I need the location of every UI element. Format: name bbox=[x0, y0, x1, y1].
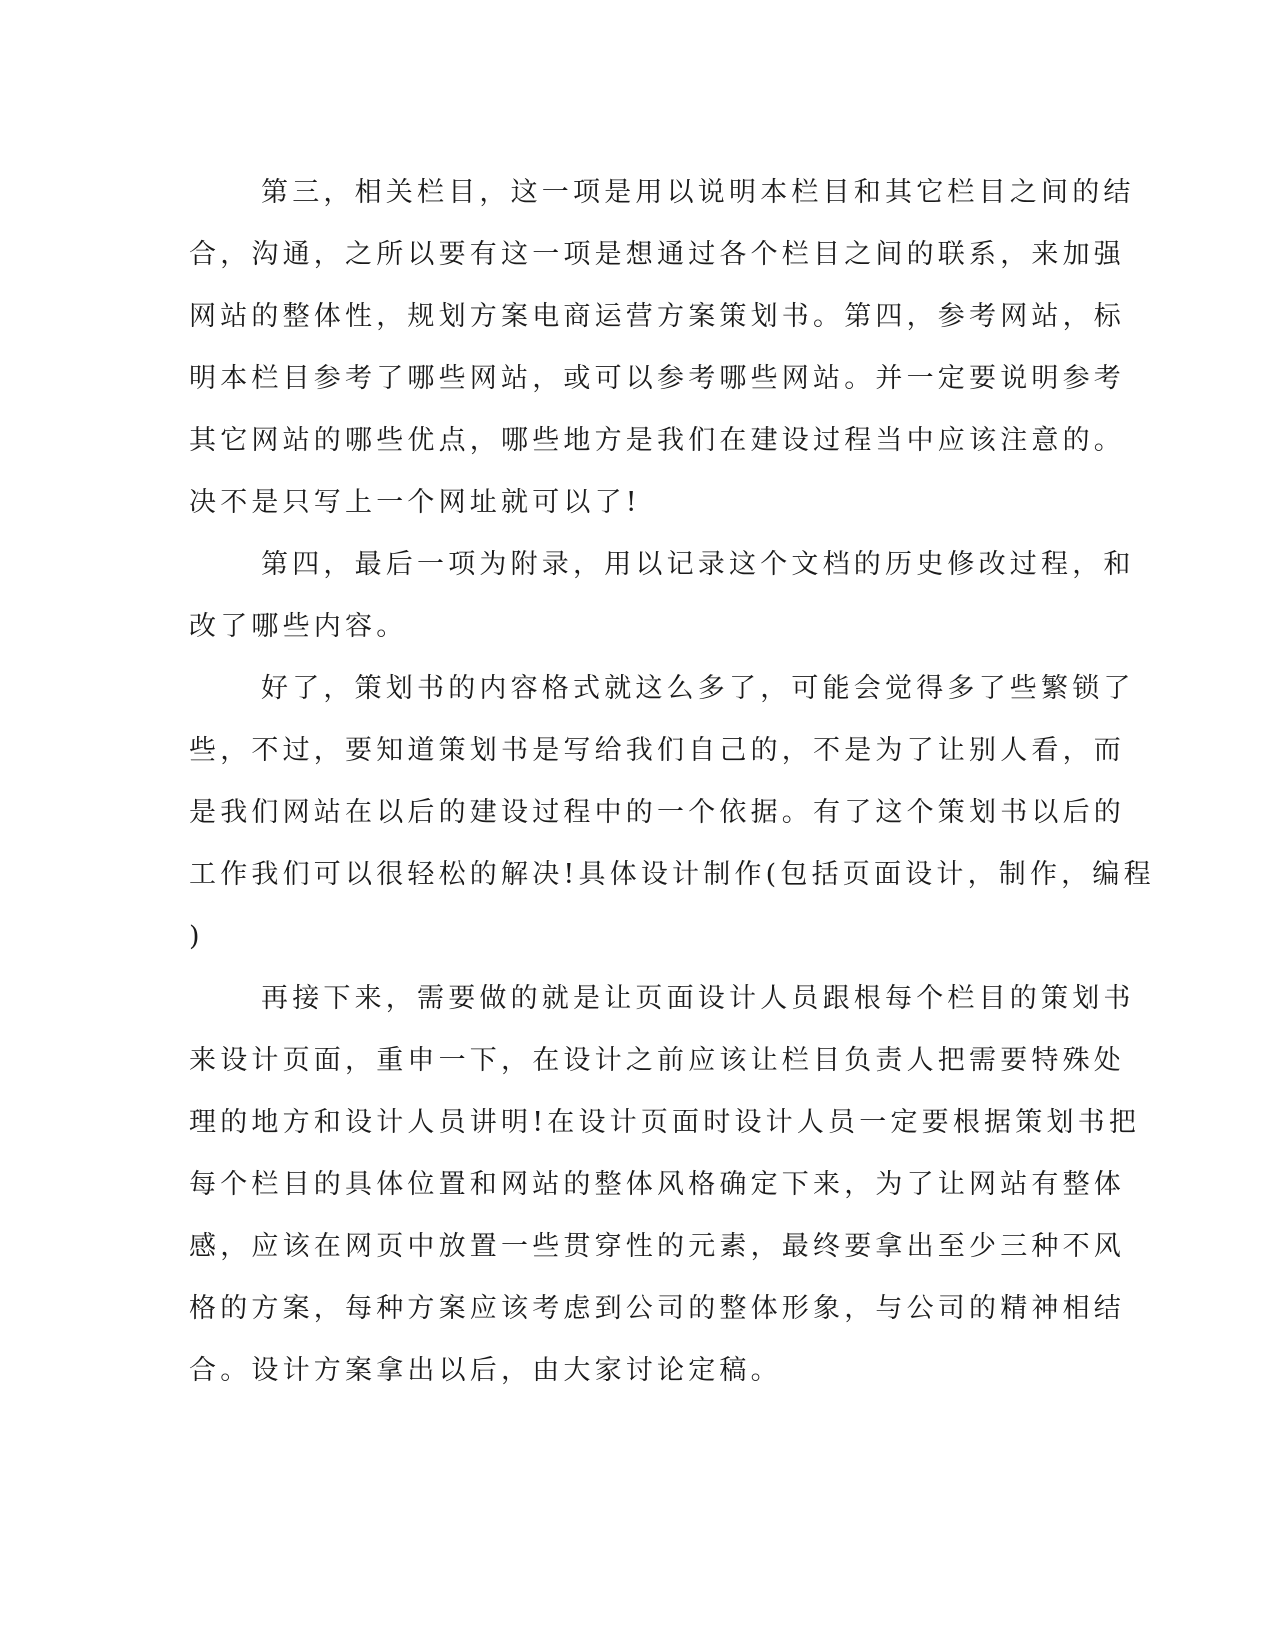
text-line: 决不是只写上一个网址就可以了! bbox=[189, 487, 641, 518]
text-line: 每个栏目的具体位置和网站的整体风格确定下来，为了让网站有整体 bbox=[189, 1169, 1125, 1200]
paragraph-related-columns bbox=[189, 162, 1135, 534]
text-line: 合，沟通，之所以要有这一项是想通过各个栏目之间的联系，来加强 bbox=[189, 239, 1125, 270]
text-line: ) bbox=[189, 921, 204, 952]
document-body bbox=[189, 162, 1155, 1402]
text-line: 第四，最后一项为附录，用以记录这个文档的历史修改过程，和 bbox=[261, 549, 1135, 580]
text-line: 感，应该在网页中放置一些贯穿性的元素，最终要拿出至少三种不风 bbox=[189, 1231, 1125, 1262]
text-line: 网站的整体性，规划方案电商运营方案策划书。第四，参考网站，标 bbox=[189, 301, 1125, 332]
text-line: 格的方案，每种方案应该考虑到公司的整体形象，与公司的精神相结 bbox=[189, 1293, 1125, 1324]
text-line: 其它网站的哪些优点，哪些地方是我们在建设过程当中应该注意的。 bbox=[189, 425, 1125, 456]
text-line: 明本栏目参考了哪些网站，或可以参考哪些网站。并一定要说明参考 bbox=[189, 363, 1125, 394]
paragraph-appendix bbox=[189, 534, 1135, 658]
paragraph-page-design bbox=[189, 968, 1141, 1402]
paragraph-plan-format bbox=[189, 658, 1155, 968]
text-line: 再接下来，需要做的就是让页面设计人员跟根每个栏目的策划书 bbox=[261, 983, 1135, 1014]
text-line: 理的地方和设计人员讲明!在设计页面时设计人员一定要根据策划书把 bbox=[189, 1107, 1141, 1138]
text-line: 来设计页面，重申一下，在设计之前应该让栏目负责人把需要特殊处 bbox=[189, 1045, 1125, 1076]
text-line: 改了哪些内容。 bbox=[189, 611, 408, 642]
text-line: 好了，策划书的内容格式就这么多了，可能会觉得多了些繁锁了 bbox=[261, 673, 1135, 704]
text-line: 第三，相关栏目，这一项是用以说明本栏目和其它栏目之间的结 bbox=[261, 177, 1135, 208]
text-line: 些，不过，要知道策划书是写给我们自己的，不是为了让别人看，而 bbox=[189, 735, 1125, 766]
text-line: 是我们网站在以后的建设过程中的一个依据。有了这个策划书以后的 bbox=[189, 797, 1125, 828]
text-line: 合。设计方案拿出以后，由大家讨论定稿。 bbox=[189, 1355, 782, 1386]
text-line: 工作我们可以很轻松的解决!具体设计制作(包括页面设计，制作，编程 bbox=[189, 859, 1155, 890]
